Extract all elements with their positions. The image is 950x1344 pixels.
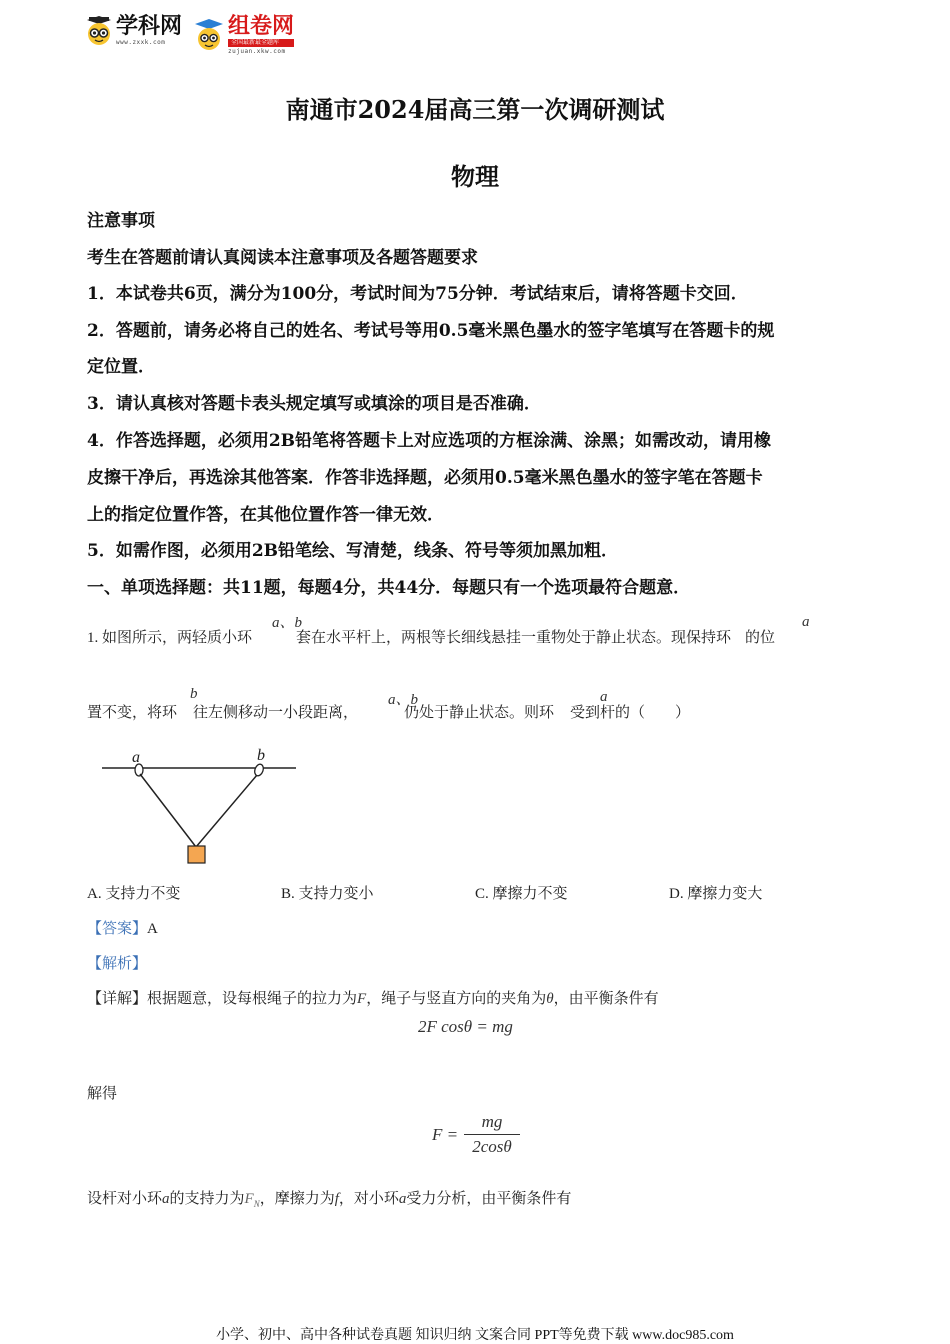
zujuan-logo-name: 组卷网	[228, 14, 295, 39]
answer-label: 【答案】	[87, 921, 148, 937]
option-c: C. 摩擦力不变	[475, 886, 568, 902]
last-text: 设杆对小环	[87, 1191, 163, 1207]
last-text: 的支持力为	[169, 1191, 245, 1207]
detail-text: ，绳子与竖直方向的夹角为	[366, 991, 547, 1007]
last-text: ，对小环	[338, 1191, 399, 1207]
string-right	[196, 775, 257, 847]
student-mascot-icon	[194, 19, 224, 53]
notice-item-4-cont1: 皮擦干净后，再选涂其他答案．作答非选择题，必须用0.5毫米黑色墨水的签字笔在答题卡	[87, 468, 763, 488]
question-1-line-1	[87, 629, 775, 647]
q1-symbol-b: b	[190, 686, 198, 702]
notice-item-2: 2．答题前，请务必将自己的姓名、考试号等用0.5毫米黑色墨水的签字笔填写在答题卡的规	[87, 321, 775, 341]
section1-heading: 一、单项选择题：共11题，每题4分，共44分．每题只有一个选项最符合题意．	[87, 578, 691, 598]
fraction-numerator: mg	[481, 1112, 503, 1131]
q1-text: 受到杆的（ ）	[570, 705, 691, 721]
fraction-denominator: 2cosθ	[472, 1137, 512, 1156]
analysis-label: 【解析】	[87, 956, 148, 972]
notice-intro: 考生在答题前请认真阅读本注意事项及各题答题要求	[87, 248, 478, 268]
symbol-a-2: a	[398, 1191, 407, 1207]
detail-line	[87, 987, 659, 1008]
option-a: A. 支持力不变	[87, 886, 181, 902]
symbol-a: a	[162, 1191, 170, 1207]
equation-2-fraction	[464, 1112, 520, 1157]
page-footer: 小学、初中、高中各种试卷真题 知识归纳 文案合同 PPT等免费下载 www.doc985.com	[216, 1328, 734, 1343]
zujuan-logo-banner: 全国最新最全题库	[228, 39, 294, 47]
q1-symbol-a: a	[802, 614, 810, 630]
q1-text: 置不变，将环	[87, 705, 178, 721]
option-d: D. 摩擦力变大	[669, 886, 763, 902]
zujuan-logo-site: zujuan.xkw.com	[228, 48, 286, 55]
symbol-F: F	[357, 991, 367, 1007]
detail-text: 【详解】根据题意，设每根绳子的拉力为	[87, 991, 358, 1007]
symbol-FN-subscript: N	[253, 1199, 260, 1209]
q1-symbol-ab: a、b	[272, 615, 303, 631]
solve-label: 解得	[87, 1086, 118, 1102]
notice-item-2-cont: 定位置．	[87, 357, 155, 377]
ring-b	[253, 763, 265, 777]
q1-symbol-a-2: a	[600, 689, 608, 705]
notice-item-1: 1．本试卷共6页，满分为100分，考试时间为75分钟．考试结束后，请将答题卡交回．	[87, 284, 748, 304]
notice-item-4-cont2: 上的指定位置作答，在其他位置作答一律无效．	[87, 505, 444, 525]
symbol-f: f	[334, 1191, 339, 1207]
symbol-FN: F	[244, 1191, 254, 1207]
notice-item-3: 3．请认真核对答题卡表头规定填写或填涂的项目是否准确．	[87, 394, 541, 414]
notice-item-5: 5．如需作图，必须用2B铅笔绘、写清楚，线条、符号等须加黑加粗．	[87, 541, 619, 561]
option-b: B. 支持力变小	[281, 886, 374, 902]
q1-text: 往左侧移动一小段距离，	[193, 705, 359, 721]
q1-text: 套在水平杆上，两根等长细线悬挂一重物处于静止状态。现保持环	[296, 630, 732, 646]
zxxk-logo-site: www.zxxk.com	[116, 39, 166, 46]
notice-item-4: 4．作答选择题，必须用2B铅笔将答题卡上对应选项的方框涂满、涂黑；如需改动，请用橡	[87, 431, 772, 451]
answer-line	[87, 917, 158, 938]
zujuan-logo	[194, 16, 294, 55]
figure-label-a: a	[132, 749, 140, 766]
q1-text: 的位	[745, 630, 776, 646]
equation-2-lhs: F =	[432, 1125, 459, 1144]
hanging-weight	[188, 846, 205, 863]
last-text: ，摩擦力为	[259, 1191, 335, 1207]
ring-weight-figure	[100, 742, 300, 866]
header-logos	[86, 16, 294, 55]
last-text: 受力分析，由平衡条件有	[406, 1191, 572, 1207]
subject-title: 物理	[451, 162, 499, 191]
answer-value: A	[147, 921, 158, 937]
notice-heading: 注意事项	[87, 211, 155, 231]
zxxk-logo	[86, 16, 182, 46]
figure-label-b: b	[257, 747, 265, 764]
q1-text: 1. 如图所示，两轻质小环	[87, 630, 253, 646]
zxxk-logo-name: 学科网	[116, 14, 183, 39]
string-left	[140, 774, 196, 847]
fraction-bar	[464, 1134, 520, 1135]
last-line	[87, 1187, 571, 1209]
q1-text: 仍处于静止状态。则环	[404, 705, 555, 721]
owl-mascot-icon	[86, 16, 112, 46]
symbol-theta: θ	[546, 991, 554, 1007]
exam-title: 南通市2024届高三第一次调研测试	[285, 95, 665, 124]
detail-text: ，由平衡条件有	[553, 991, 659, 1007]
equation-1: 2F cosθ = mg	[418, 1017, 513, 1036]
q1-symbol-ab-2: a、b	[388, 692, 419, 708]
